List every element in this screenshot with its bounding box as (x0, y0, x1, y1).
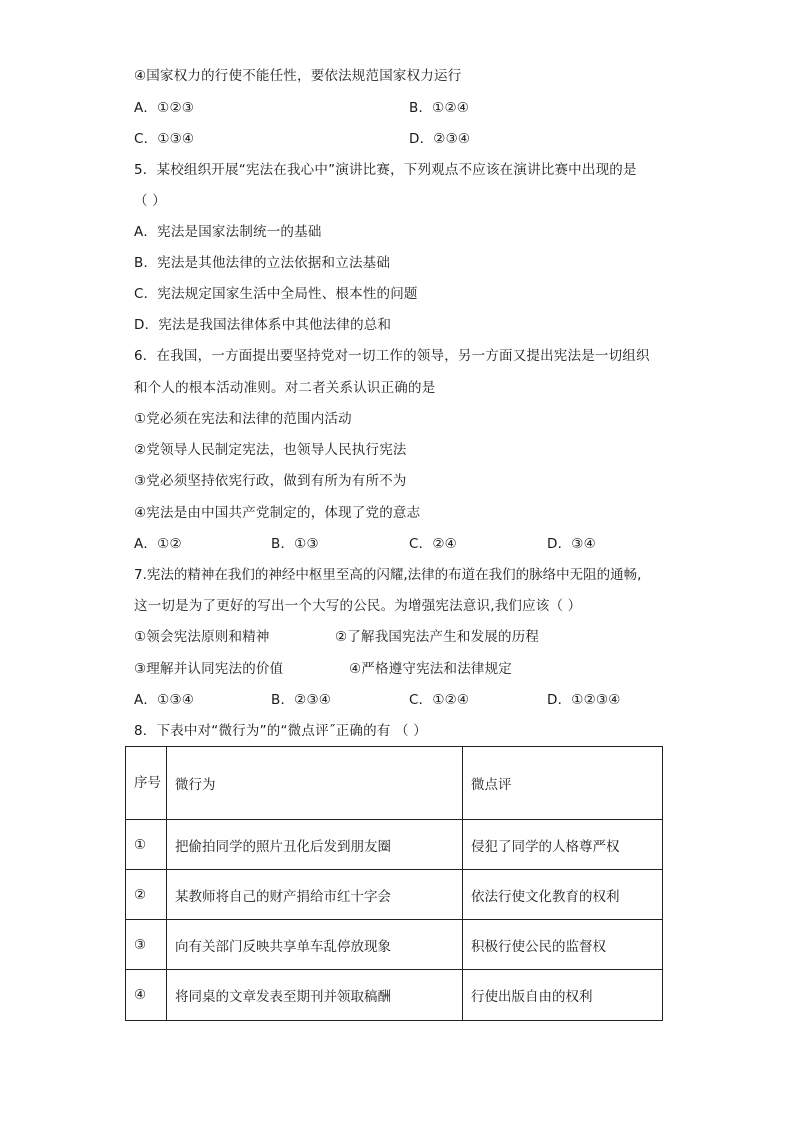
q6-item-3: ③党必须坚持依宪行政，做到有所为有所不为 (134, 473, 407, 489)
row-behavior: 把偷拍同学的照片丑化后发到朋友圈 (167, 820, 463, 870)
row-comment: 侵犯了同学的人格尊严权 (463, 820, 663, 870)
q7-option-b: B．②③④ (271, 692, 332, 708)
row-behavior: 向有关部门反映共享单车乱停放现象 (167, 920, 463, 970)
q7-item-1: ①领会宪法原则和精神 (134, 629, 270, 645)
q7-item-4: ④严格遵守宪法和法律规定 (349, 661, 513, 677)
q4-item-4: ④国家权力的行使不能任性，要依法规范国家权力运行 (134, 68, 462, 84)
q7-option-a: A．①③④ (134, 692, 195, 708)
q6-option-b: B．①③ (271, 536, 319, 552)
row-behavior: 某教师将自己的财产捐给市红十字会 (167, 870, 463, 920)
q7-item-2: ②了解我国宪法产生和发展的历程 (335, 629, 540, 645)
q4-option-b: B．①②④ (409, 100, 470, 116)
q7-item-3: ③理解并认同宪法的价值 (134, 661, 284, 677)
q6-stem-line2: 和个人的根本活动准则。对二者关系认识正确的是 (134, 380, 436, 396)
table-row (126, 920, 663, 970)
row-comment: 积极行使公民的监督权 (463, 920, 663, 970)
table-header-row (126, 747, 663, 820)
table-row (126, 820, 663, 870)
row-comment: 行使出版自由的权利 (463, 970, 663, 1021)
q6-item-2: ②党领导人民制定宪法，也领导人民执行宪法 (134, 442, 407, 458)
q5-stem: 5．某校组织开展“宪法在我心中”演讲比赛，下列观点不应该在演讲比赛中出现的是 (134, 162, 637, 178)
q5-option-a: A．宪法是国家法制统一的基础 (134, 224, 322, 240)
row-behavior: 将同桌的文章发表至期刊并领取稿酬 (167, 970, 463, 1021)
q6-item-4: ④宪法是由中国共产党制定的，体现了党的意志 (134, 505, 421, 521)
q7-option-c: C．①②④ (409, 692, 470, 708)
row-number: ④ (126, 970, 167, 1021)
q5-option-c: C．宪法规定国家生活中全局性、根本性的问题 (134, 286, 418, 302)
q5-option-d: D．宪法是我国法律体系中其他法律的总和 (134, 317, 392, 333)
table-row (126, 870, 663, 920)
row-number: ③ (126, 920, 167, 970)
q8-stem: 8．下表中对“微行为”的“微点评˝正确的有 （ ） (134, 723, 427, 739)
q5-option-b: B．宪法是其他法律的立法依据和立法基础 (134, 255, 391, 271)
q4-option-a: A．①②③ (134, 100, 195, 116)
q6-item-1: ①党必须在宪法和法律的范围内活动 (134, 411, 352, 427)
q6-option-a: A．①② (134, 536, 182, 552)
table-row (126, 970, 663, 1021)
q6-stem-line1: 6．在我国，一方面提出要坚持党对一切工作的领导，另一方面又提出宪法是一切组织 (134, 348, 650, 364)
header-micro-behavior: 微行为 (167, 747, 463, 820)
q7-stem-line1: 7.宪法的精神在我们的神经中枢里至高的闪耀,法律的布道在我们的脉络中无阻的通畅, (134, 567, 642, 583)
q6-option-c: C．②④ (409, 536, 457, 552)
row-number: ① (126, 820, 167, 870)
row-comment: 依法行使文化教育的权利 (463, 870, 663, 920)
evaluation-table (125, 746, 663, 1021)
header-micro-comment: 微点评 (463, 747, 663, 820)
header-serial-number: 序号 (126, 747, 167, 820)
q6-option-d: D．③④ (547, 536, 596, 552)
q7-stem-line2: 这一切是为了更好的写出一个大写的公民。为增强宪法意识,我们应该（ ） (134, 598, 582, 614)
q4-option-c: C．①③④ (134, 131, 195, 147)
q4-option-d: D．②③④ (409, 131, 471, 147)
q7-option-d: D．①②③④ (547, 692, 621, 708)
row-number: ② (126, 870, 167, 920)
q5-answer-paren: （ ） (134, 193, 166, 209)
